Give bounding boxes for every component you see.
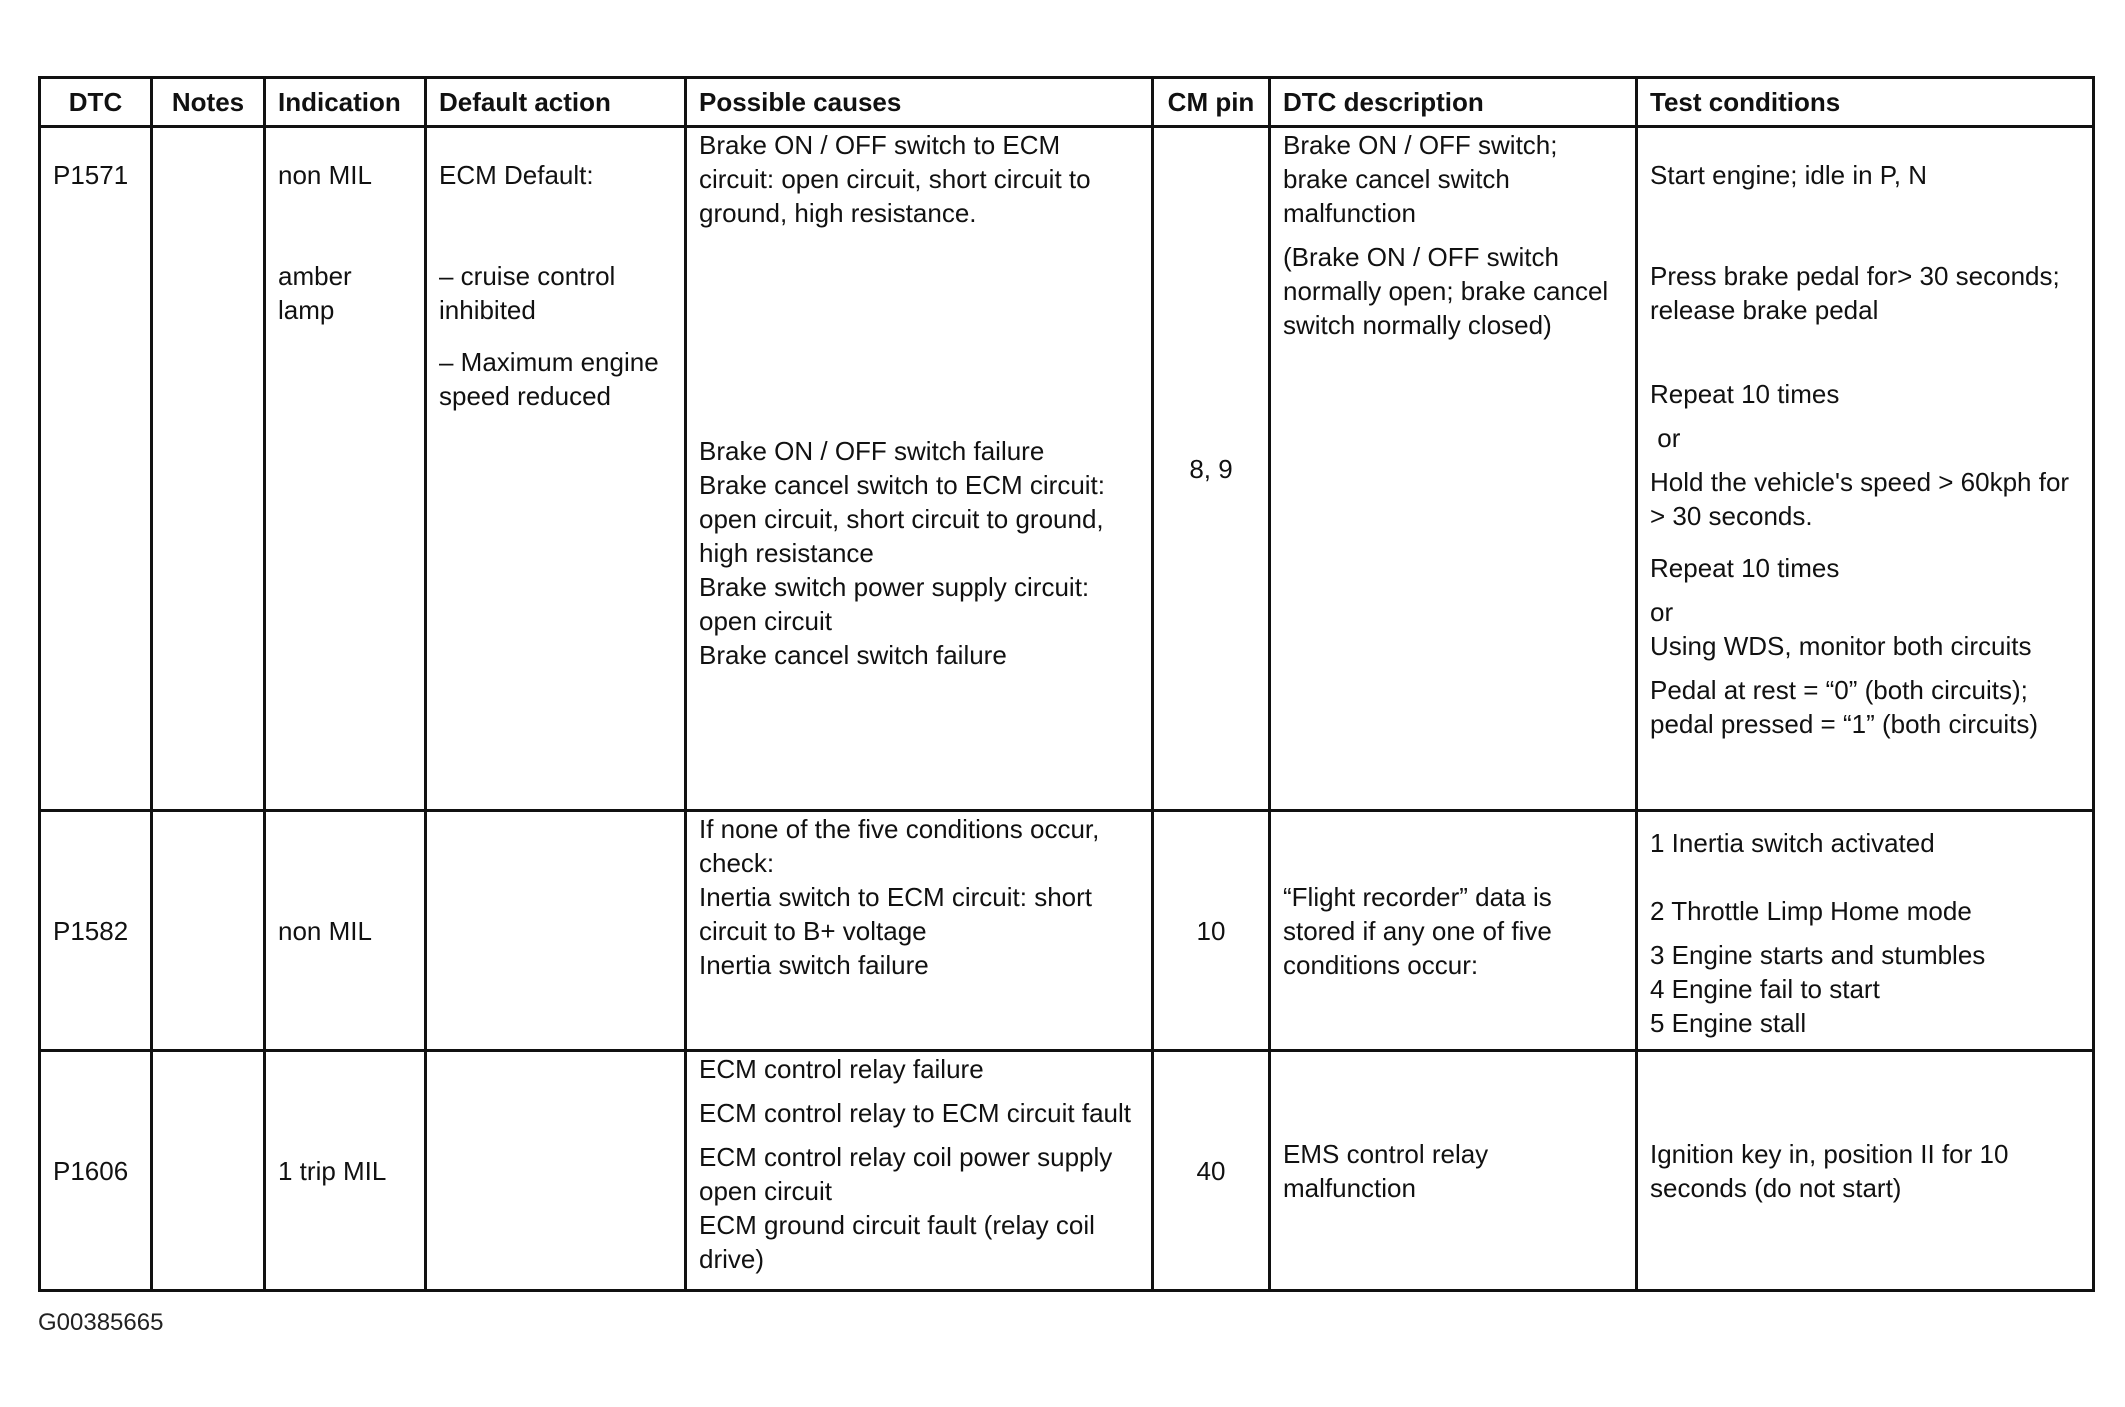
cause-text: check: [699,848,775,878]
header-dtc-description: DTC description [1270,78,1637,127]
test-condition-text: 3 Engine starts and stumbles [1650,940,1986,970]
indication-text: 1 trip MIL [278,1155,387,1186]
test-condition-text: Repeat 10 times [1650,553,1840,583]
indication-text: non MIL [278,915,372,946]
test-condition-text: Ignition key in, position II for 10 [1650,1138,2009,1169]
description-text: brake cancel switch [1283,164,1510,194]
cell-possible-causes [686,127,1153,811]
description-text: malfunction [1283,1172,1416,1203]
cell-notes [152,127,265,811]
cause-text: Brake cancel switch failure [699,640,1007,670]
cause-text: Inertia switch failure [699,950,929,980]
cause-text: ECM control relay to ECM circuit fault [699,1098,1132,1128]
test-condition-text: Using WDS, monitor both circuits [1650,631,2032,661]
cause-text: Inertia switch to ECM circuit: short [699,882,1092,912]
cause-text: Brake cancel switch to ECM circuit: [699,470,1106,500]
cause-text: ECM control relay failure [699,1054,984,1084]
cause-text: high resistance [699,538,874,568]
cell-dtc [40,127,152,811]
table-row [40,127,2094,811]
header-indication: Indication [265,78,426,127]
description-text: conditions occur: [1283,949,1479,980]
cm-pin-value: 10 [1196,915,1226,946]
test-condition-text: Pedal at rest = “0” (both circuits); [1650,675,2028,705]
cell-cm-pin [1153,811,1270,1051]
dtc-code: P1571 [53,160,129,190]
test-condition-text: 1 Inertia switch activated [1650,828,1935,858]
cause-text: drive) [699,1244,765,1274]
cause-text: If none of the five conditions occur, [699,814,1100,844]
test-condition-text: release brake pedal [1650,295,1879,325]
cell-cm-pin [1153,1051,1270,1291]
cause-text: circuit to B+ voltage [699,916,927,946]
test-condition-text: or [1650,597,1674,627]
test-condition-text: Start engine; idle in P, N [1650,160,1928,190]
cell-dtc [40,1051,152,1291]
cell-default-action [426,811,686,1051]
cell-default-action [426,1051,686,1291]
table-header-row [40,78,2094,127]
description-text: malfunction [1283,198,1416,228]
cause-text: ECM ground circuit fault (relay coil [699,1210,1095,1240]
test-condition-text: 4 Engine fail to start [1650,974,1880,1004]
cause-text: open circuit [699,606,832,636]
description-text: (Brake ON / OFF switch [1283,242,1559,272]
cell-indication [265,811,426,1051]
table-row [40,811,2094,1051]
cause-text: Brake ON / OFF switch failure [699,436,1045,466]
test-condition-text: Hold the vehicle's speed > 60kph for [1650,467,2070,497]
figure-reference-id: G00385665 [38,1309,164,1336]
cell-possible-causes [686,1051,1153,1291]
cm-pin-value: 40 [1196,1155,1226,1186]
test-condition-text: 2 Throttle Limp Home mode [1650,896,1972,926]
dtc-table [38,76,2095,1292]
test-condition-text: Press brake pedal for> 30 seconds; [1650,261,2060,291]
cause-text: open circuit [699,1176,832,1206]
cell-dtc-description [1270,1051,1637,1291]
header-default-action: Default action [426,78,686,127]
dtc-table-container [38,76,2092,1292]
header-notes: Notes [152,78,265,127]
test-condition-text: or [1650,423,1681,453]
default-action-text: – cruise control [439,261,616,291]
cell-dtc-description [1270,127,1637,811]
description-text: stored if any one of five [1283,915,1552,946]
header-dtc: DTC [40,78,152,127]
dtc-code: P1582 [53,915,129,946]
cause-text: ECM control relay coil power supply [699,1142,1113,1172]
default-action-text: speed reduced [439,381,612,411]
cm-pin-value: 8, 9 [1189,454,1233,484]
indication-text: lamp [278,295,335,325]
cell-possible-causes [686,811,1153,1051]
default-action-text: inhibited [439,295,536,325]
test-condition-text: Repeat 10 times [1650,379,1840,409]
description-text: normally open; brake cancel [1283,276,1609,306]
cell-dtc-description [1270,811,1637,1051]
indication-text: non MIL [278,160,372,190]
header-test-conditions: Test conditions [1637,78,2094,127]
cell-notes [152,811,265,1051]
test-condition-text: > 30 seconds. [1650,501,1813,531]
cause-text: open circuit, short circuit to ground, [699,504,1104,534]
cause-text: Brake ON / OFF switch to ECM [699,130,1061,160]
dtc-code: P1606 [53,1155,129,1186]
cause-text: circuit: open circuit, short circuit to [699,164,1091,194]
default-action-text: – Maximum engine [439,347,659,377]
cell-notes [152,1051,265,1291]
cell-dtc [40,811,152,1051]
cell-test-conditions [1637,811,2094,1051]
test-condition-text: pedal pressed = “1” (both circuits) [1650,709,2039,739]
cell-test-conditions [1637,1051,2094,1291]
description-text: “Flight recorder” data is [1283,881,1552,912]
indication-text: amber [278,261,352,291]
description-text: switch normally closed) [1283,310,1552,340]
cell-indication [265,1051,426,1291]
header-possible-causes: Possible causes [686,78,1153,127]
header-cm-pin: CM pin [1153,78,1270,127]
cell-default-action [426,127,686,811]
cell-test-conditions [1637,127,2094,811]
test-condition-text: 5 Engine stall [1650,1008,1807,1038]
cause-text: Brake switch power supply circuit: [699,572,1090,602]
cell-indication [265,127,426,811]
table-row [40,1051,2094,1291]
default-action-text: ECM Default: [439,160,594,190]
description-text: EMS control relay [1283,1138,1489,1169]
description-text: Brake ON / OFF switch; [1283,130,1558,160]
cell-cm-pin [1153,127,1270,811]
cause-text: ground, high resistance. [699,198,977,228]
test-condition-text: seconds (do not start) [1650,1172,1902,1203]
